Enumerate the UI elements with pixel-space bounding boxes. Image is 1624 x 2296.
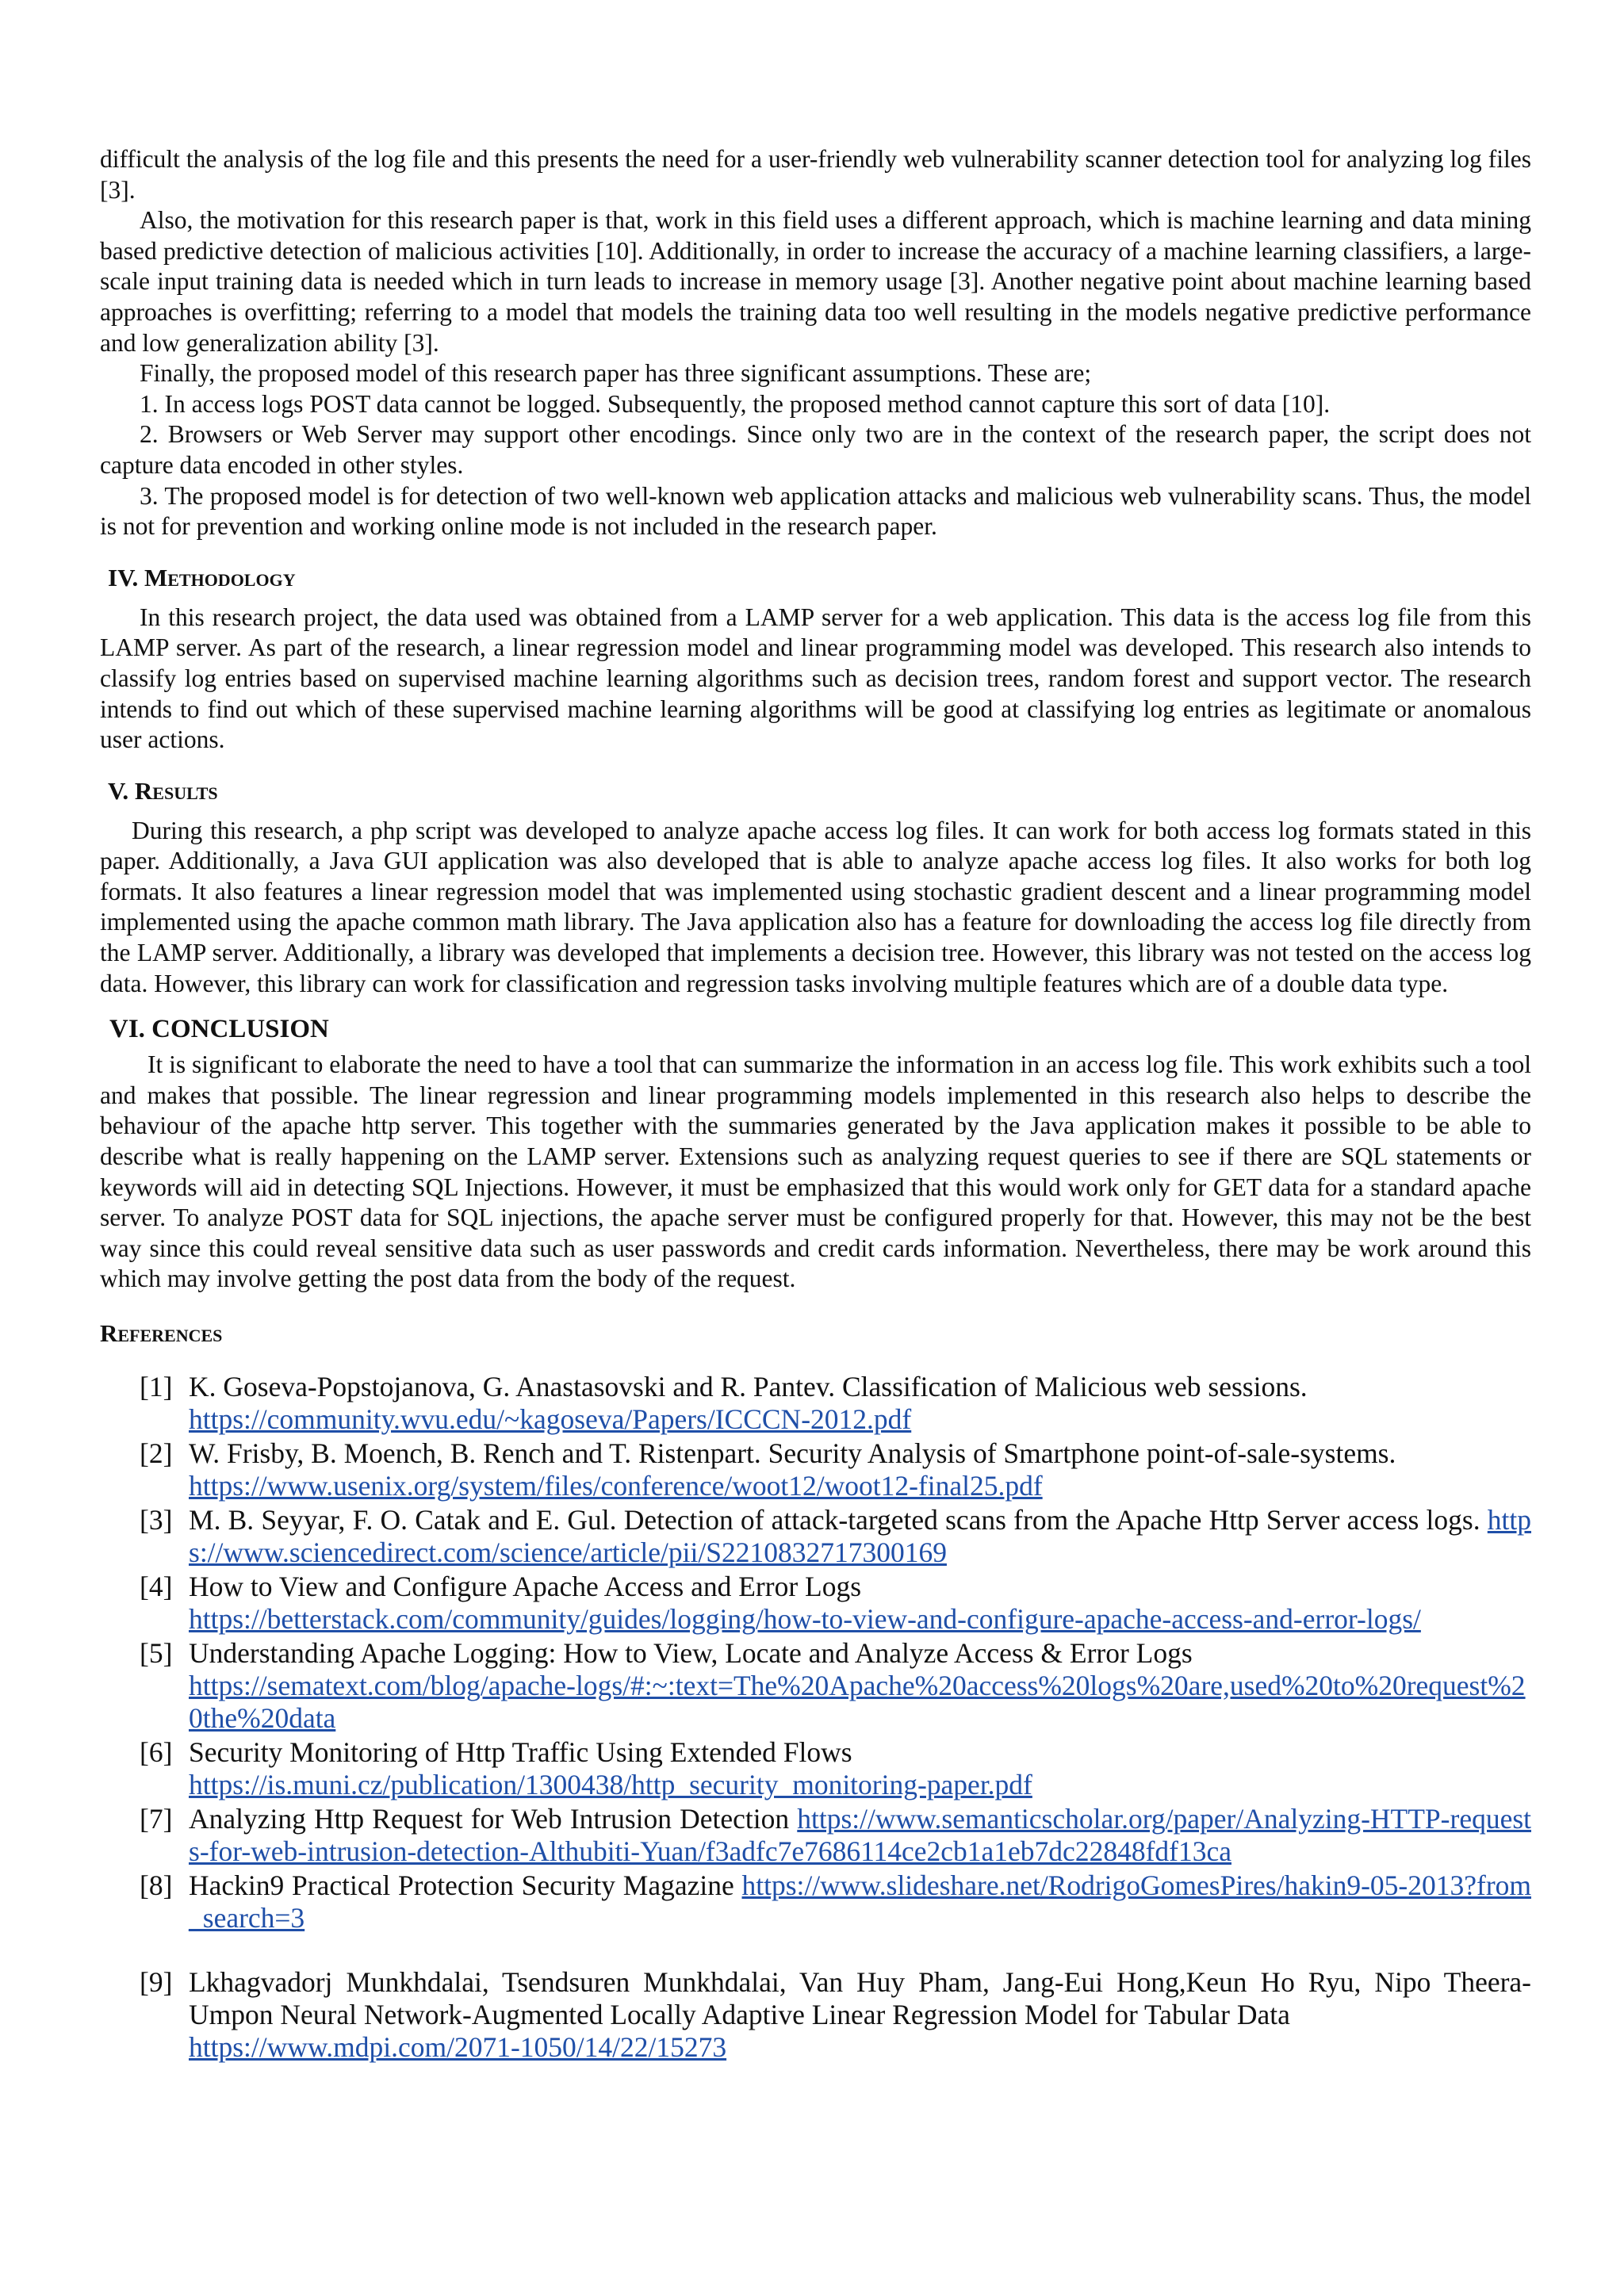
reference-link[interactable]: https://www.sciencedirect.com/science/article/pii/S2210832717300169 [189, 1504, 1532, 1568]
reference-link[interactable]: https://sematext.com/blog/apache-logs/#:~:text=The%20Apache%20access%20logs%20are,used%20to%20request%20the%20data [189, 1670, 1526, 1734]
reference-item [140, 1803, 1531, 1868]
reference-text: Understanding Apache Logging: How to View, Locate and Analyze Access & Error Logs [189, 1637, 1193, 1669]
reference-text: W. Frisby, B. Moench, B. Rench and T. Ristenpart. Security Analysis of Smartphone point-of-sale-systems. [189, 1437, 1396, 1469]
reference-item [140, 1637, 1531, 1735]
reference-number: [6] [140, 1736, 173, 1768]
reference-text: Security Monitoring of Http Traffic Using Extended Flows [189, 1736, 852, 1768]
reference-text: How to View and Configure Apache Access and Error Logs [189, 1571, 862, 1602]
assumption-2: 2. Browsers or Web Server may support other encodings. Since only two are in the context of the research paper, the script does not capture data encoded in other styles. [100, 420, 1531, 479]
reference-item [140, 1437, 1531, 1502]
reference-number: [9] [140, 1966, 173, 1998]
reference-link[interactable]: https://www.usenix.org/system/files/conference/woot12/woot12-final25.pdf [189, 1470, 1043, 1502]
reference-number: [8] [140, 1869, 173, 1901]
paper-page [100, 144, 1531, 2065]
intro-paragraph-1: difficult the analysis of the log file and this presents the need for a user-friendly web vulnerability scanner detection tool for analyzing log files [3]. [100, 145, 1531, 204]
reference-item [140, 1504, 1531, 1569]
reference-item [140, 1371, 1531, 1436]
reference-number: [1] [140, 1371, 173, 1402]
reference-link[interactable]: https://is.muni.cz/publication/1300438/http_security_monitoring-paper.pdf [189, 1769, 1032, 1800]
reference-link[interactable]: https://community.wvu.edu/~kagoseva/Papers/ICCCN-2012.pdf [189, 1403, 912, 1435]
reference-number: [2] [140, 1437, 173, 1469]
intro-paragraph-2: Also, the motivation for this research paper is that, work in this field uses a different approach, which is machine learning and data mining based predictive detection of malicious activities [10]. Additionally, in order to increase the accuracy of a machine learning classifiers, a large-scale input training data is needed which in turn leads to increase in memory usage [3]. Another negative point about machine learning based approaches is overfitting; referring to a model that models the training data too well resulting in the models negative predictive performance and low generalization ability [3]. [100, 206, 1531, 357]
reference-text: Lkhagvadorj Munkhdalai, Tsendsuren Munkhdalai, Van Huy Pham, Jang-Eui Hong,Keun Ho Ryu, Nipo Theera-Umpon Neural Network-Augmented Locally Adaptive Linear Regression Model for Tabular Data [189, 1966, 1531, 2030]
reference-link[interactable]: https://betterstack.com/community/guides/logging/how-to-view-and-configure-apache-access-and-error-logs/ [189, 1603, 1421, 1635]
section-heading-conclusion: VI. CONCLUSION [109, 1015, 329, 1044]
results-paragraph: During this research, a php script was developed to analyze apache access log files. It can work for both access log formats stated in this paper. Additionally, a Java GUI application was also developed that is able to analyze apache access log files. It also works for both log formats. It also features a linear regression model that was implemented using stochastic gradient descent and a linear programming model implemented using the apache common math library. The Java application also has a feature for downloading the access log file directly from the LAMP server. Additionally, a library was developed that implements a decision tree. However, this library was not tested on the access log data. However, this library can work for classification and regression tasks involving multiple features which are of a double data type. [100, 816, 1531, 997]
assumption-1: 1. In access logs POST data cannot be logged. Subsequently, the proposed method cannot capture this sort of data [10]. [140, 389, 1331, 418]
reference-link[interactable]: https://www.mdpi.com/2071-1050/14/22/15273 [189, 2031, 727, 2063]
reference-number: [7] [140, 1803, 173, 1835]
methodology-paragraph: In this research project, the data used was obtained from a LAMP server for a web application. This data is the access log file from this LAMP server. As part of the research, a linear regression model and linear programming model was developed. This research also intends to classify log entries based on supervised machine learning algorithms such as decision trees, random forest and support vector. The research intends to find out which of these supervised machine learning algorithms will be good at classifying log entries as legitimate or anomalous user actions. [100, 603, 1531, 754]
reference-number: [4] [140, 1571, 173, 1602]
section-numeral: IV. [108, 563, 139, 591]
reference-item [140, 1736, 1531, 1801]
section-heading-results [100, 776, 1531, 806]
references-heading: References [100, 1319, 223, 1347]
reference-item [140, 1571, 1531, 1636]
reference-number: [5] [140, 1637, 173, 1669]
reference-text: M. B. Seyyar, F. O. Catak and E. Gul. Detection of attack-targeted scans from the Apache Http Server access logs. [189, 1504, 1480, 1536]
section-title: Methodology [144, 563, 296, 591]
reference-item [140, 1966, 1531, 2064]
intro-paragraph-3: Finally, the proposed model of this research paper has three significant assumptions. These are; [140, 359, 1092, 388]
reference-text: K. Goseva-Popstojanova, G. Anastasovski and R. Pantev. Classification of Malicious web sessions. [189, 1371, 1308, 1402]
reference-link[interactable]: https://www.semanticscholar.org/paper/Analyzing-HTTP-requests-for-web-intrusion-detection-Althubiti-Yuan/f3adfc7e7686114ce2cb1a1eb7dc22848fdf13ca [189, 1803, 1532, 1867]
reference-text: Hackin9 Practical Protection Security Magazine [189, 1869, 734, 1901]
reference-item [140, 1869, 1531, 1934]
reference-number: [3] [140, 1504, 173, 1536]
section-title: Results [134, 776, 218, 805]
conclusion-paragraph: It is significant to elaborate the need to have a tool that can summarize the information in an access log file. This work exhibits such a tool and makes that possible. The linear regression and linear programming models implemented in this research also helps to describe the behaviour of the apache http server. This together with the summaries generated by the Java application makes it possible to be able to describe what is really happening on the LAMP server. Extensions such as analyzing request queries to see if there are SQL statements or keywords will aid in detecting SQL Injections. However, it must be emphasized that this would work only for GET data for a standard apache server. To analyze POST data for SQL injections, the apache server must be configured properly for that. However, this may not be the best way since this could reveal sensitive data such as user passwords and credit cards information. Nevertheless, there may be work around this which may involve getting the post data from the body of the request. [100, 1050, 1531, 1293]
section-numeral: V. [108, 776, 129, 805]
section-heading-methodology [100, 563, 1531, 593]
assumption-3: 3. The proposed model is for detection of two well-known web application attacks and malicious web vulnerability scans. Thus, the model is not for prevention and working online mode is not included in the research paper. [100, 481, 1531, 541]
reference-link[interactable]: https://www.slideshare.net/RodrigoGomesPires/hakin9-05-2013?from_search=3 [189, 1869, 1532, 1934]
reference-text: Analyzing Http Request for Web Intrusion Detection [189, 1803, 790, 1835]
references-list [100, 1371, 1531, 2064]
